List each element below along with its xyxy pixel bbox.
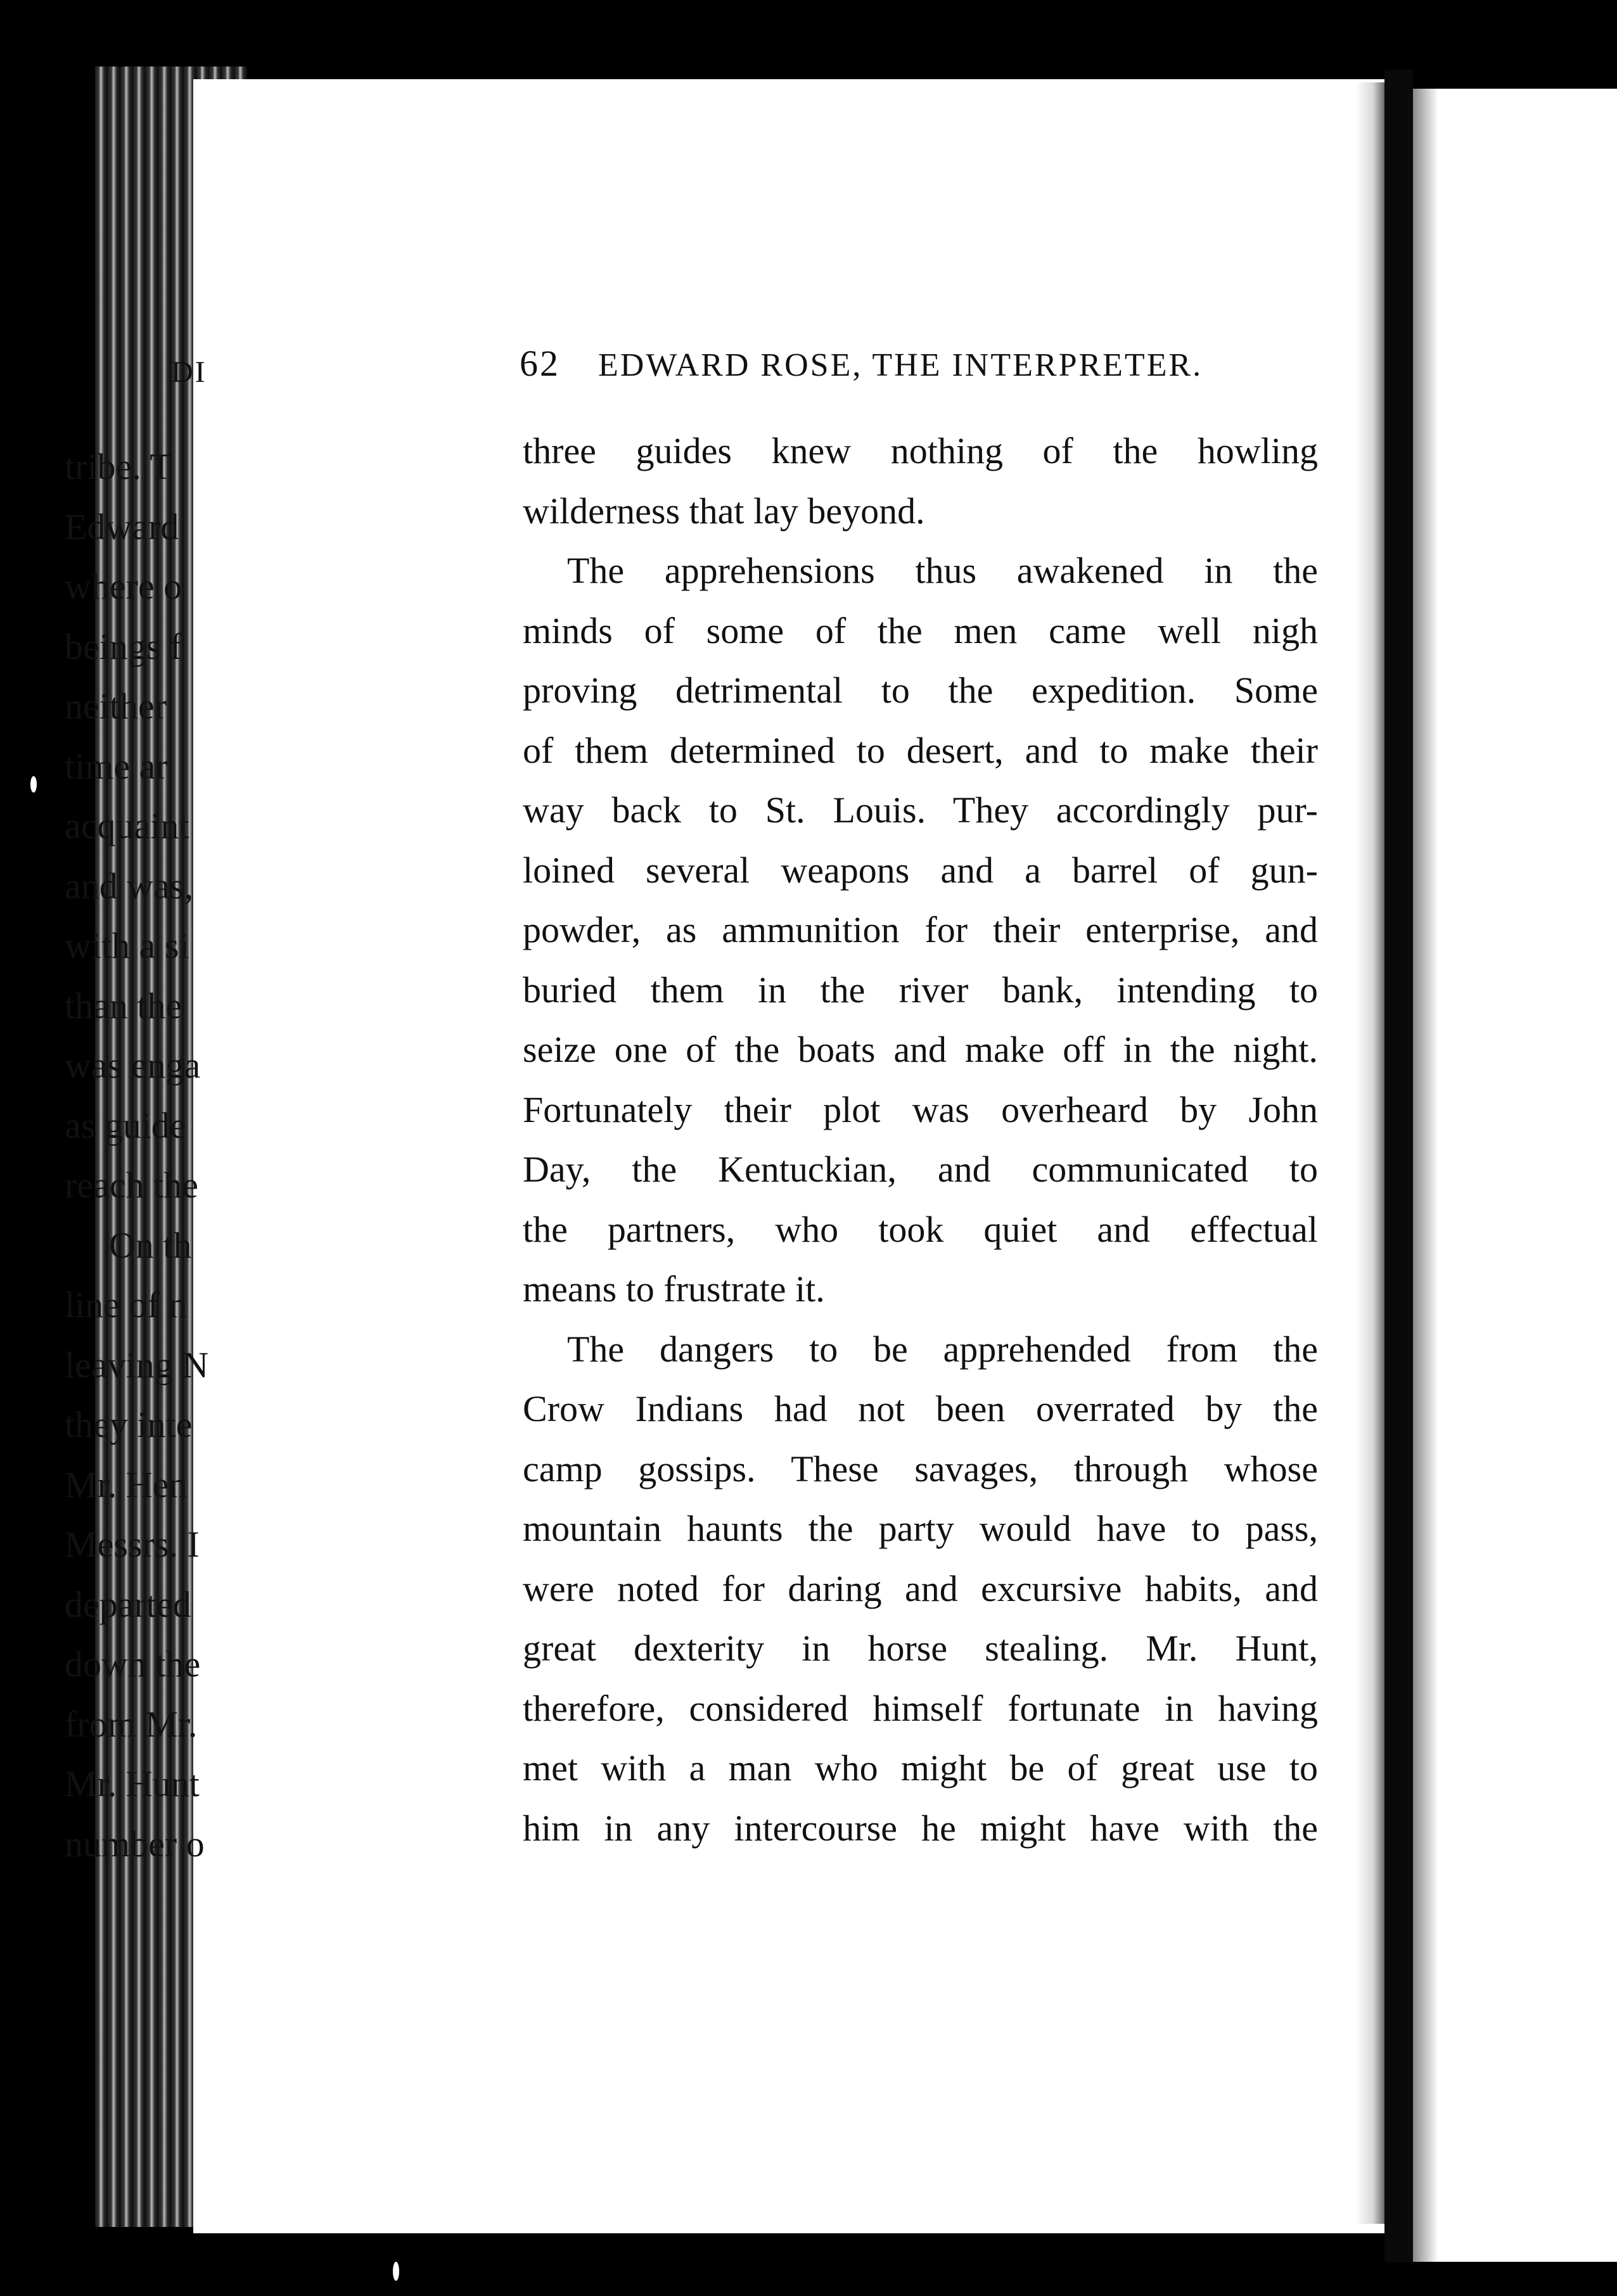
text-line: powder, as ammunition for their enterprise, and — [523, 909, 1318, 950]
text-line: of them determined to desert, and to make their — [523, 729, 1318, 771]
text-line: three guides knew nothing of the howling — [523, 430, 1318, 471]
right-page-gutter-shadow — [1413, 89, 1438, 2262]
text-line: wilderness that lay beyond. — [523, 490, 925, 532]
right-text-line: and was, — [65, 865, 193, 907]
text-line: loined several weapons and a barrel of gun- — [523, 849, 1318, 891]
text-line: the partners, who took quiet and effectual — [523, 1208, 1318, 1250]
right-text-line: departed — [65, 1583, 191, 1625]
right-text-line: number o — [65, 1823, 205, 1865]
page-number: 62 — [520, 343, 560, 384]
text-line: proving detrimental to the expedition. Some — [523, 670, 1318, 711]
right-text-line: On th — [109, 1224, 192, 1266]
book-spine — [1384, 70, 1413, 2262]
right-text-line: as guide — [65, 1104, 186, 1146]
right-text-line: Mr. Hen — [65, 1464, 188, 1505]
text-line: Fortunately their plot was overheard by John — [523, 1088, 1318, 1130]
text-line: means to frustrate it. — [523, 1268, 825, 1310]
text-line: buried them in the river bank, intending to — [523, 969, 1318, 1011]
page-gutter-shadow — [1356, 82, 1384, 2224]
text-line: therefore, considered himself fortunate in having — [523, 1687, 1318, 1729]
text-line: met with a man who might be of great use to — [523, 1747, 1318, 1789]
text-line: camp gossips. These savages, through whose — [523, 1448, 1318, 1489]
text-line: Crow Indians had not been overrated by the — [523, 1388, 1318, 1429]
running-head — [520, 342, 1318, 386]
running-head-title: EDWARD ROSE, THE INTERPRETER. — [598, 347, 1203, 383]
right-text-line: reach the — [65, 1164, 198, 1206]
paragraph — [523, 421, 1318, 541]
right-text-line: beings f — [65, 625, 182, 667]
paragraph — [523, 541, 1318, 1320]
text-line: were noted for daring and excursive habits, and — [523, 1567, 1318, 1609]
text-line: The dangers to be apprehended from the — [567, 1328, 1318, 1370]
right-text-line: they inte — [65, 1404, 193, 1445]
text-line: minds of some of the men came well nigh — [523, 609, 1318, 651]
text-line: The apprehensions thus awakened in the — [567, 550, 1318, 591]
scan-speck — [30, 776, 37, 793]
right-text-line: line of n — [65, 1284, 188, 1325]
right-text-line: leaving N — [65, 1344, 209, 1386]
right-text-line: was enga — [65, 1045, 201, 1086]
scan-speck — [393, 2262, 399, 2281]
right-running-head: DI — [171, 355, 207, 389]
right-text-line: down the — [65, 1643, 201, 1685]
right-text-line: neither — [65, 686, 167, 727]
right-text-line: from Mr. — [65, 1703, 198, 1745]
right-text-line: acquaint — [65, 805, 189, 846]
right-text-line: time ar — [65, 745, 168, 787]
text-line: Day, the Kentuckian, and communicated to — [523, 1149, 1318, 1190]
right-text-line: with a si — [65, 925, 189, 966]
right-text-line: Messrs. I — [65, 1524, 200, 1565]
right-page-text — [65, 437, 208, 1874]
text-line: way back to St. Louis. They accordingly pur- — [523, 789, 1318, 831]
right-text-line: Mr. Hunt — [65, 1763, 200, 1804]
body-text — [523, 421, 1318, 1858]
text-line: great dexterity in horse stealing. Mr. Hunt, — [523, 1628, 1318, 1669]
right-page — [1413, 89, 1617, 2262]
text-line: seize one of the boats and make off in the night. — [523, 1029, 1318, 1070]
right-text-line: tribe. T — [65, 446, 172, 487]
paragraph — [523, 1320, 1318, 1859]
right-text-line: than the — [65, 985, 182, 1026]
text-line: mountain haunts the party would have to pass, — [523, 1508, 1318, 1549]
right-text-line: Edward — [65, 506, 179, 547]
text-line: him in any intercourse he might have with the — [523, 1807, 1318, 1849]
right-text-line: where o — [65, 566, 182, 607]
